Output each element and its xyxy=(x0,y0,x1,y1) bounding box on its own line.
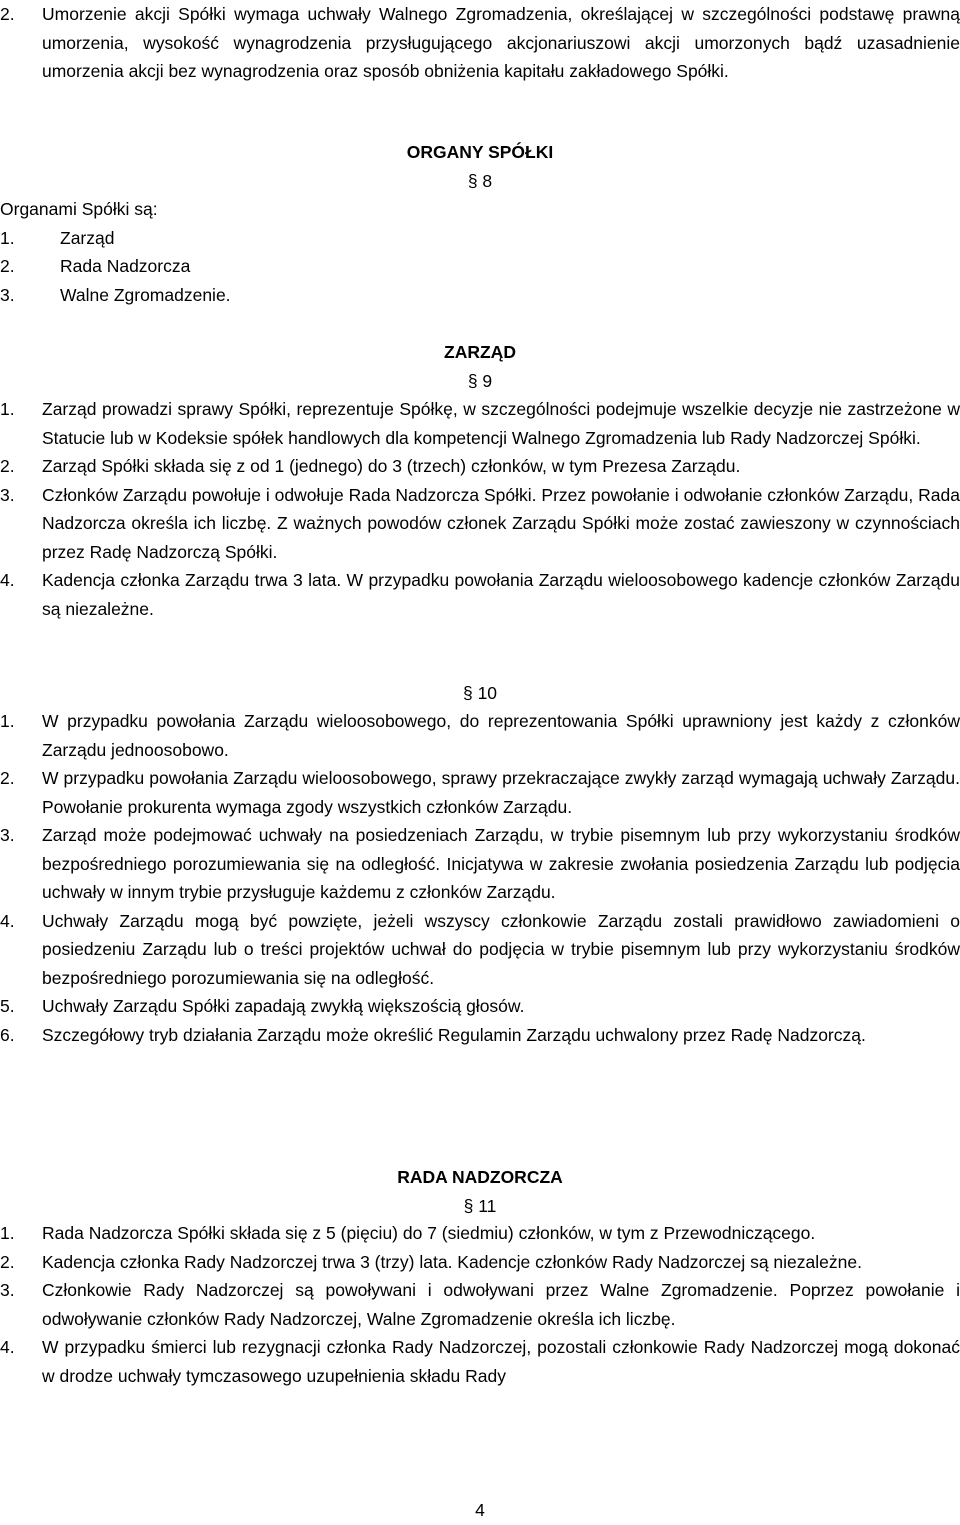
list-item xyxy=(0,992,960,1021)
item-number: 2. xyxy=(0,1251,15,1272)
section-number: § 9 xyxy=(467,370,493,391)
list-item xyxy=(0,821,960,907)
list-item xyxy=(0,1333,960,1390)
list-item xyxy=(0,281,960,310)
section-number: § 11 xyxy=(463,1195,497,1216)
item-number: 6. xyxy=(0,1024,15,1045)
item-number: 4. xyxy=(0,910,15,931)
item-text: Zarząd Spółki składa się z od 1 (jednego) do 3 (trzech) członków, w tym Prezesa Zarządu. xyxy=(42,456,741,476)
item-number: 3. xyxy=(0,284,15,305)
list-item xyxy=(0,707,960,764)
rada-list-block xyxy=(0,1219,960,1390)
item-text: W przypadku śmierci lub rezygnacji członka Rady Nadzorczej, pozostali członkowie Rady Nadzorczej mogą dokonać w drodze uchwały tymczasowego uzupełnienia składu Rady xyxy=(42,1337,960,1386)
par10-list-block xyxy=(0,707,960,1049)
section-heading: RADA NADZORCZA xyxy=(397,1167,563,1187)
item-number: 1. xyxy=(0,399,15,419)
item-text: Członków Zarządu powołuje i odwołuje Rada Nadzorcza Spółki. Przez powołanie i odwołanie członków Zarządu, Rada Nadzorcza określa ich liczbę. Z ważnych powodów członek Zarządu Spółki może zostać zawieszony w czynnościach przez Radę Nadzorczą Spółki. xyxy=(42,484,960,562)
item-text: Rada Nadzorcza xyxy=(60,256,191,276)
item-number: 3. xyxy=(0,825,15,845)
list-item xyxy=(0,1248,960,1277)
item-text: Kadencja członka Rady Nadzorczej trwa 3 (trzy) lata. Kadencje członków Rady Nadzorczej są niezależne. xyxy=(42,1251,862,1272)
item-number: 3. xyxy=(0,484,15,505)
list-item xyxy=(0,0,960,86)
item-number: 2. xyxy=(0,456,15,476)
item-text: Członkowie Rady Nadzorczej są powoływani i odwoływani przez Walne Zgromadzenie. Poprzez powołanie i odwoływanie członków Rady Nadzorczej, Walne Zgromadzenie określa ich liczbę. xyxy=(42,1280,960,1329)
item-text: Uchwały Zarządu Spółki zapadają zwykłą większością głosów. xyxy=(42,996,525,1016)
item-text: Szczegółowy tryb działania Zarządu może określić Regulamin Zarządu uchwalony przez Radę Nadzorczą. xyxy=(42,1024,866,1045)
list-item xyxy=(0,452,960,481)
item-text: Umorzenie akcji Spółki wymaga uchwały Walnego Zgromadzenia, określającej w szczególności podstawę prawną umorzenia, wysokość wynagrodzenia przysługującego akcjonariuszowi akcji umorzonych bądź uzasadnienie umorzenia akcji bez wynagrodzenia oraz sposób obniżenia kapitału zakładowego Spółki. xyxy=(42,4,960,81)
list-item xyxy=(0,907,960,993)
item-number: 2. xyxy=(0,4,15,24)
section-heading: ORGANY SPÓŁKI xyxy=(406,142,554,162)
item-number: 1. xyxy=(0,711,15,731)
item-number: 3. xyxy=(0,1280,15,1300)
item-number: 4. xyxy=(0,570,15,590)
zarzad-heading-block xyxy=(0,338,960,395)
section-heading: ZARZĄD xyxy=(444,342,516,362)
list-item xyxy=(0,566,960,623)
item-number: 4. xyxy=(0,1337,15,1357)
item-text: Kadencja członka Zarządu trwa 3 lata. W przypadku powołania Zarządu wieloosobowego kadencje członków Zarządu są niezależne. xyxy=(42,570,960,619)
organy-intro: Organami Spółki są: xyxy=(0,199,158,219)
rada-heading-block xyxy=(0,1163,960,1220)
item-text: Zarząd prowadzi sprawy Spółki, reprezentuje Spółkę, w szczególności podejmuje wszelkie decyzje nie zastrzeżone w Statucie lub w Kodeksie spółek handlowych dla kompetencji Walnego Zgromadzenia lub Rady Nadzorczej Spółki. xyxy=(42,399,960,448)
item-number: 2. xyxy=(0,256,15,276)
page-number: 4 xyxy=(475,1500,485,1520)
par10-heading-block xyxy=(0,679,960,708)
organy-heading-block xyxy=(0,138,960,195)
list-item xyxy=(0,224,960,253)
section-number: § 10 xyxy=(462,683,498,703)
item-text: W przypadku powołania Zarządu wieloosobowego, do reprezentowania Spółki uprawniony jest każdy z członków Zarządu jednoosobowo. xyxy=(42,711,960,760)
item-text: Rada Nadzorcza Spółki składa się z 5 (pięciu) do 7 (siedmiu) członków, w tym z Przewodniczącego. xyxy=(42,1223,816,1243)
section-number: § 8 xyxy=(467,170,493,191)
item-text: W przypadku powołania Zarządu wieloosobowego, sprawy przekraczające zwykły zarząd wymagają uchwały Zarządu. Powołanie prokurenta wymaga zgody wszystkich członków Zarządu. xyxy=(42,768,960,817)
zarzad-list-block xyxy=(0,395,960,623)
item-text: Zarząd xyxy=(60,227,115,248)
list-item xyxy=(0,764,960,821)
list-item xyxy=(0,252,960,281)
organy-list-block xyxy=(0,195,960,309)
item-text: Walne Zgromadzenie. xyxy=(60,284,231,305)
item-number: 1. xyxy=(0,1223,15,1243)
list-item xyxy=(0,1276,960,1333)
list-item xyxy=(0,481,960,567)
item-text: Zarząd może podejmować uchwały na posiedzeniach Zarządu, w trybie pisemnym lub przy wykorzystaniu środków bezpośredniego porozumiewania się na odległość. Inicjatywa w zakresie zwołania posiedzenia Zarządu lub podjęcia uchwały w innym trybie przysługuje każdemu z członków Zarządu. xyxy=(42,825,960,902)
item-number: 1. xyxy=(0,227,15,248)
top-clause xyxy=(0,0,960,86)
item-number: 2. xyxy=(0,768,15,788)
item-text: Uchwały Zarządu mogą być powzięte, jeżeli wszyscy członkowie Zarządu zostali prawidłowo zawiadomieni o posiedzeniu Zarządu lub o treści projektów uchwał do podjęcia w trybie pisemnym lub przy wykorzystaniu środków bezpośredniego porozumiewania się na odległość. xyxy=(42,910,960,988)
list-item xyxy=(0,1021,960,1050)
list-item xyxy=(0,395,960,452)
item-number: 5. xyxy=(0,996,15,1016)
list-item xyxy=(0,1219,960,1248)
